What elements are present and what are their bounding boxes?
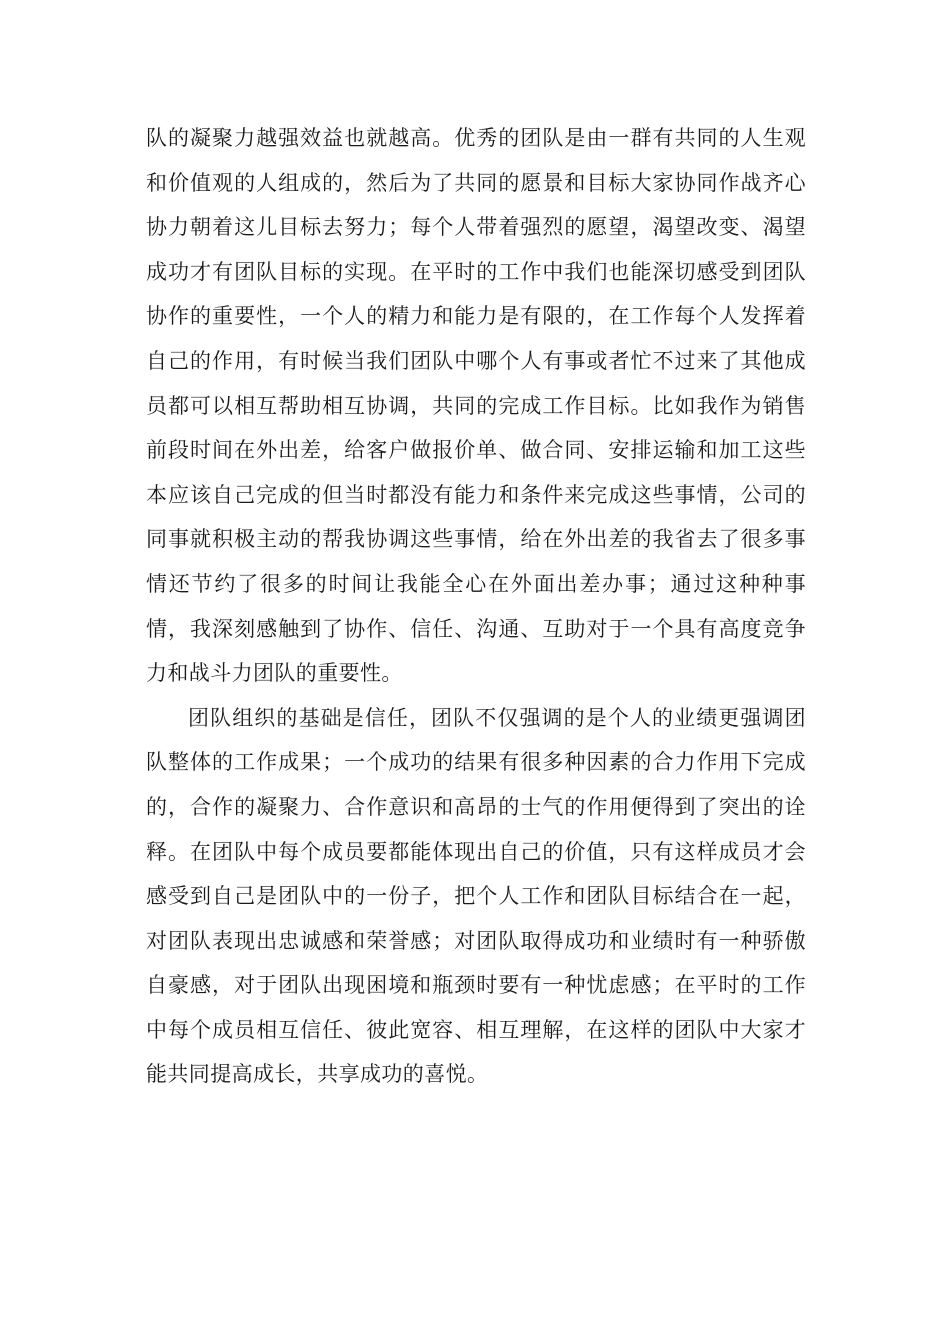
text-line: 协力朝着这儿目标去努力；每个人带着强烈的愿望，渴望改变、渴望	[146, 215, 806, 240]
text-line: 中每个成员相互信任、彼此宽容、相互理解，在这样的团队中大家才	[146, 1017, 806, 1042]
text-line: 员都可以相互帮助相互协调，共同的完成工作目标。比如我作为销售	[146, 393, 806, 418]
paragraph-1	[146, 116, 806, 696]
text-line: 对团队表现出忠诚感和荣誉感；对团队取得成功和业绩时有一种骄傲	[146, 928, 806, 953]
text-line: 团队组织的基础是信任，团队不仅强调的是个人的业绩更强调团	[188, 705, 806, 730]
text-line: 的，合作的凝聚力、合作意识和高昂的士气的作用便得到了突出的诠	[146, 794, 806, 819]
text-line: 力和战斗力团队的重要性。	[146, 661, 403, 686]
text-line: 情，我深刻感触到了协作、信任、沟通、互助对于一个具有高度竞争	[146, 616, 806, 641]
text-line: 成功才有团队目标的实现。在平时的工作中我们也能深切感受到团队	[146, 259, 806, 284]
text-line: 本应该自己完成的但当时都没有能力和条件来完成这些事情，公司的	[146, 482, 806, 507]
paragraph-2	[146, 696, 806, 1097]
text-line: 感受到自己是团队中的一份子，把个人工作和团队目标结合在一起，	[146, 884, 806, 909]
text-line: 情还节约了很多的时间让我能全心在外面出差办事；通过这种种事	[146, 571, 806, 596]
text-line: 和价值观的人组成的，然后为了共同的愿景和目标大家协同作战齐心	[146, 170, 806, 195]
text-line: 自豪感，对于团队出现困境和瓶颈时要有一种忧虑感；在平时的工作	[146, 973, 806, 998]
text-line: 能共同提高成长，共享成功的喜悦。	[146, 1062, 489, 1087]
text-line: 协作的重要性，一个人的精力和能力是有限的，在工作每个人发挥着	[146, 304, 806, 329]
text-line: 自己的作用，有时候当我们团队中哪个人有事或者忙不过来了其他成	[146, 348, 806, 373]
document-body	[146, 116, 806, 1097]
text-line: 前段时间在外出差，给客户做报价单、做合同、安排运输和加工这些	[146, 438, 806, 463]
text-line: 队整体的工作成果；一个成功的结果有很多种因素的合力作用下完成	[146, 750, 806, 775]
text-line: 释。在团队中每个成员要都能体现出自己的价值，只有这样成员才会	[146, 839, 806, 864]
text-line: 同事就积极主动的帮我协调这些事情，给在外出差的我省去了很多事	[146, 527, 806, 552]
text-line: 队的凝聚力越强效益也就越高。优秀的团队是由一群有共同的人生观	[146, 126, 806, 150]
